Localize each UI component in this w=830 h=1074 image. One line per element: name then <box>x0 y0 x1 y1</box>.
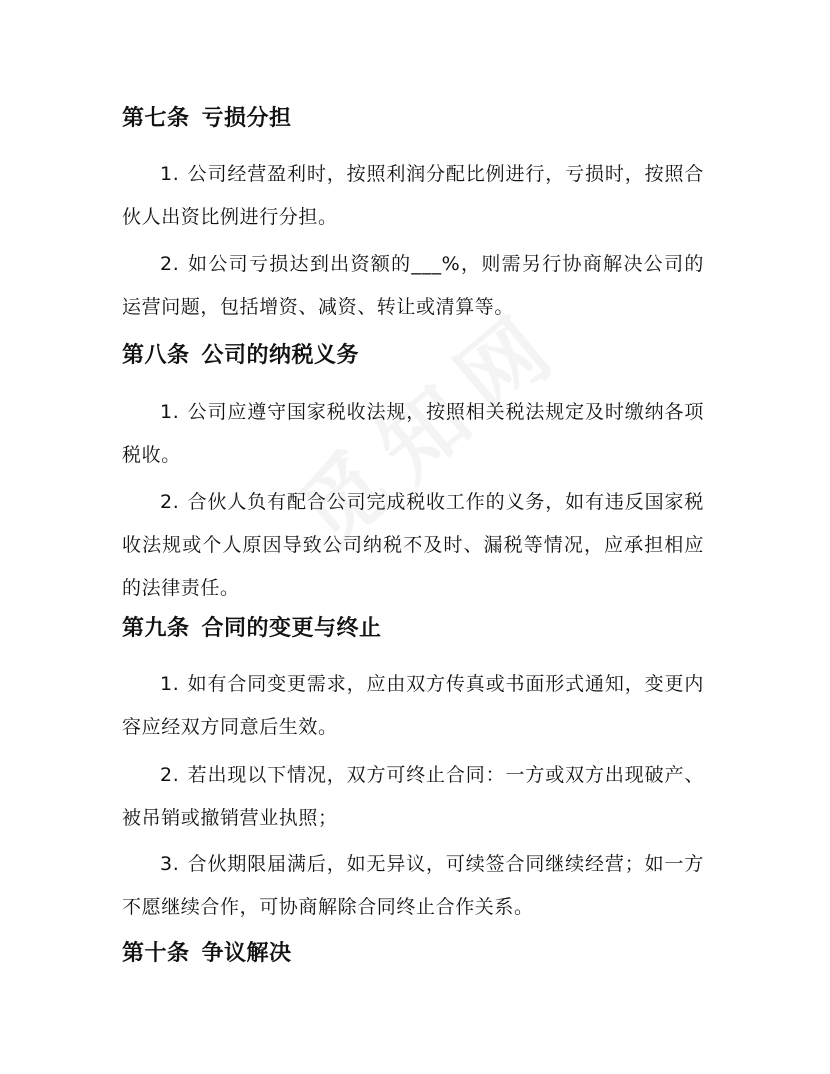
section-number: 第七条 <box>122 106 190 131</box>
clause-text: 公司应遵守国家税收法规，按照相关税法规定及时缴纳各项税收。 <box>122 401 704 466</box>
clause-number: 3. <box>160 853 180 875</box>
clause-text: 公司经营盈利时，按照利润分配比例进行，亏损时，按照合伙人出资比例进行分担。 <box>122 163 704 228</box>
clause-number: 2. <box>160 253 180 275</box>
section-title: 争议解决 <box>201 941 292 966</box>
clause-7-1 <box>122 153 704 239</box>
section-heading-7 <box>122 104 292 134</box>
section-number: 第九条 <box>122 616 190 641</box>
section-title: 公司的纳税义务 <box>201 343 360 368</box>
clause-9-1 <box>122 663 704 749</box>
clause-8-2 <box>122 481 704 610</box>
clause-9-2 <box>122 754 704 840</box>
clause-9-3 <box>122 843 704 929</box>
section-heading-9 <box>122 614 382 644</box>
clause-text: 若出现以下情况，双方可终止合同：一方或双方出现破产、被吊销或撤销营业执照； <box>122 764 704 829</box>
clause-number: 1. <box>160 163 180 185</box>
clause-number: 2. <box>160 491 180 513</box>
clause-7-2 <box>122 243 704 329</box>
clause-number: 1. <box>160 401 180 423</box>
section-title: 亏损分担 <box>201 106 292 131</box>
section-title: 合同的变更与终止 <box>201 616 382 641</box>
clause-text: 如公司亏损达到出资额的___%，则需另行协商解决公司的运营问题，包括增资、减资、转让或清算等。 <box>122 253 704 318</box>
clause-text: 如有合同变更需求，应由双方传真或书面形式通知，变更内容应经双方同意后生效。 <box>122 673 704 738</box>
clause-number: 1. <box>160 673 180 695</box>
section-heading-10 <box>122 939 292 969</box>
clause-number: 2. <box>160 764 180 786</box>
clause-8-1 <box>122 391 704 477</box>
section-number: 第十条 <box>122 941 190 966</box>
section-number: 第八条 <box>122 343 190 368</box>
section-heading-8 <box>122 341 359 371</box>
clause-text: 合伙期限届满后，如无异议，可续签合同继续经营；如一方不愿继续合作，可协商解除合同终止合作关系。 <box>122 853 704 918</box>
clause-text: 合伙人负有配合公司完成税收工作的义务，如有违反国家税收法规或个人原因导致公司纳税不及时、漏税等情况，应承担相应的法律责任。 <box>122 491 704 599</box>
